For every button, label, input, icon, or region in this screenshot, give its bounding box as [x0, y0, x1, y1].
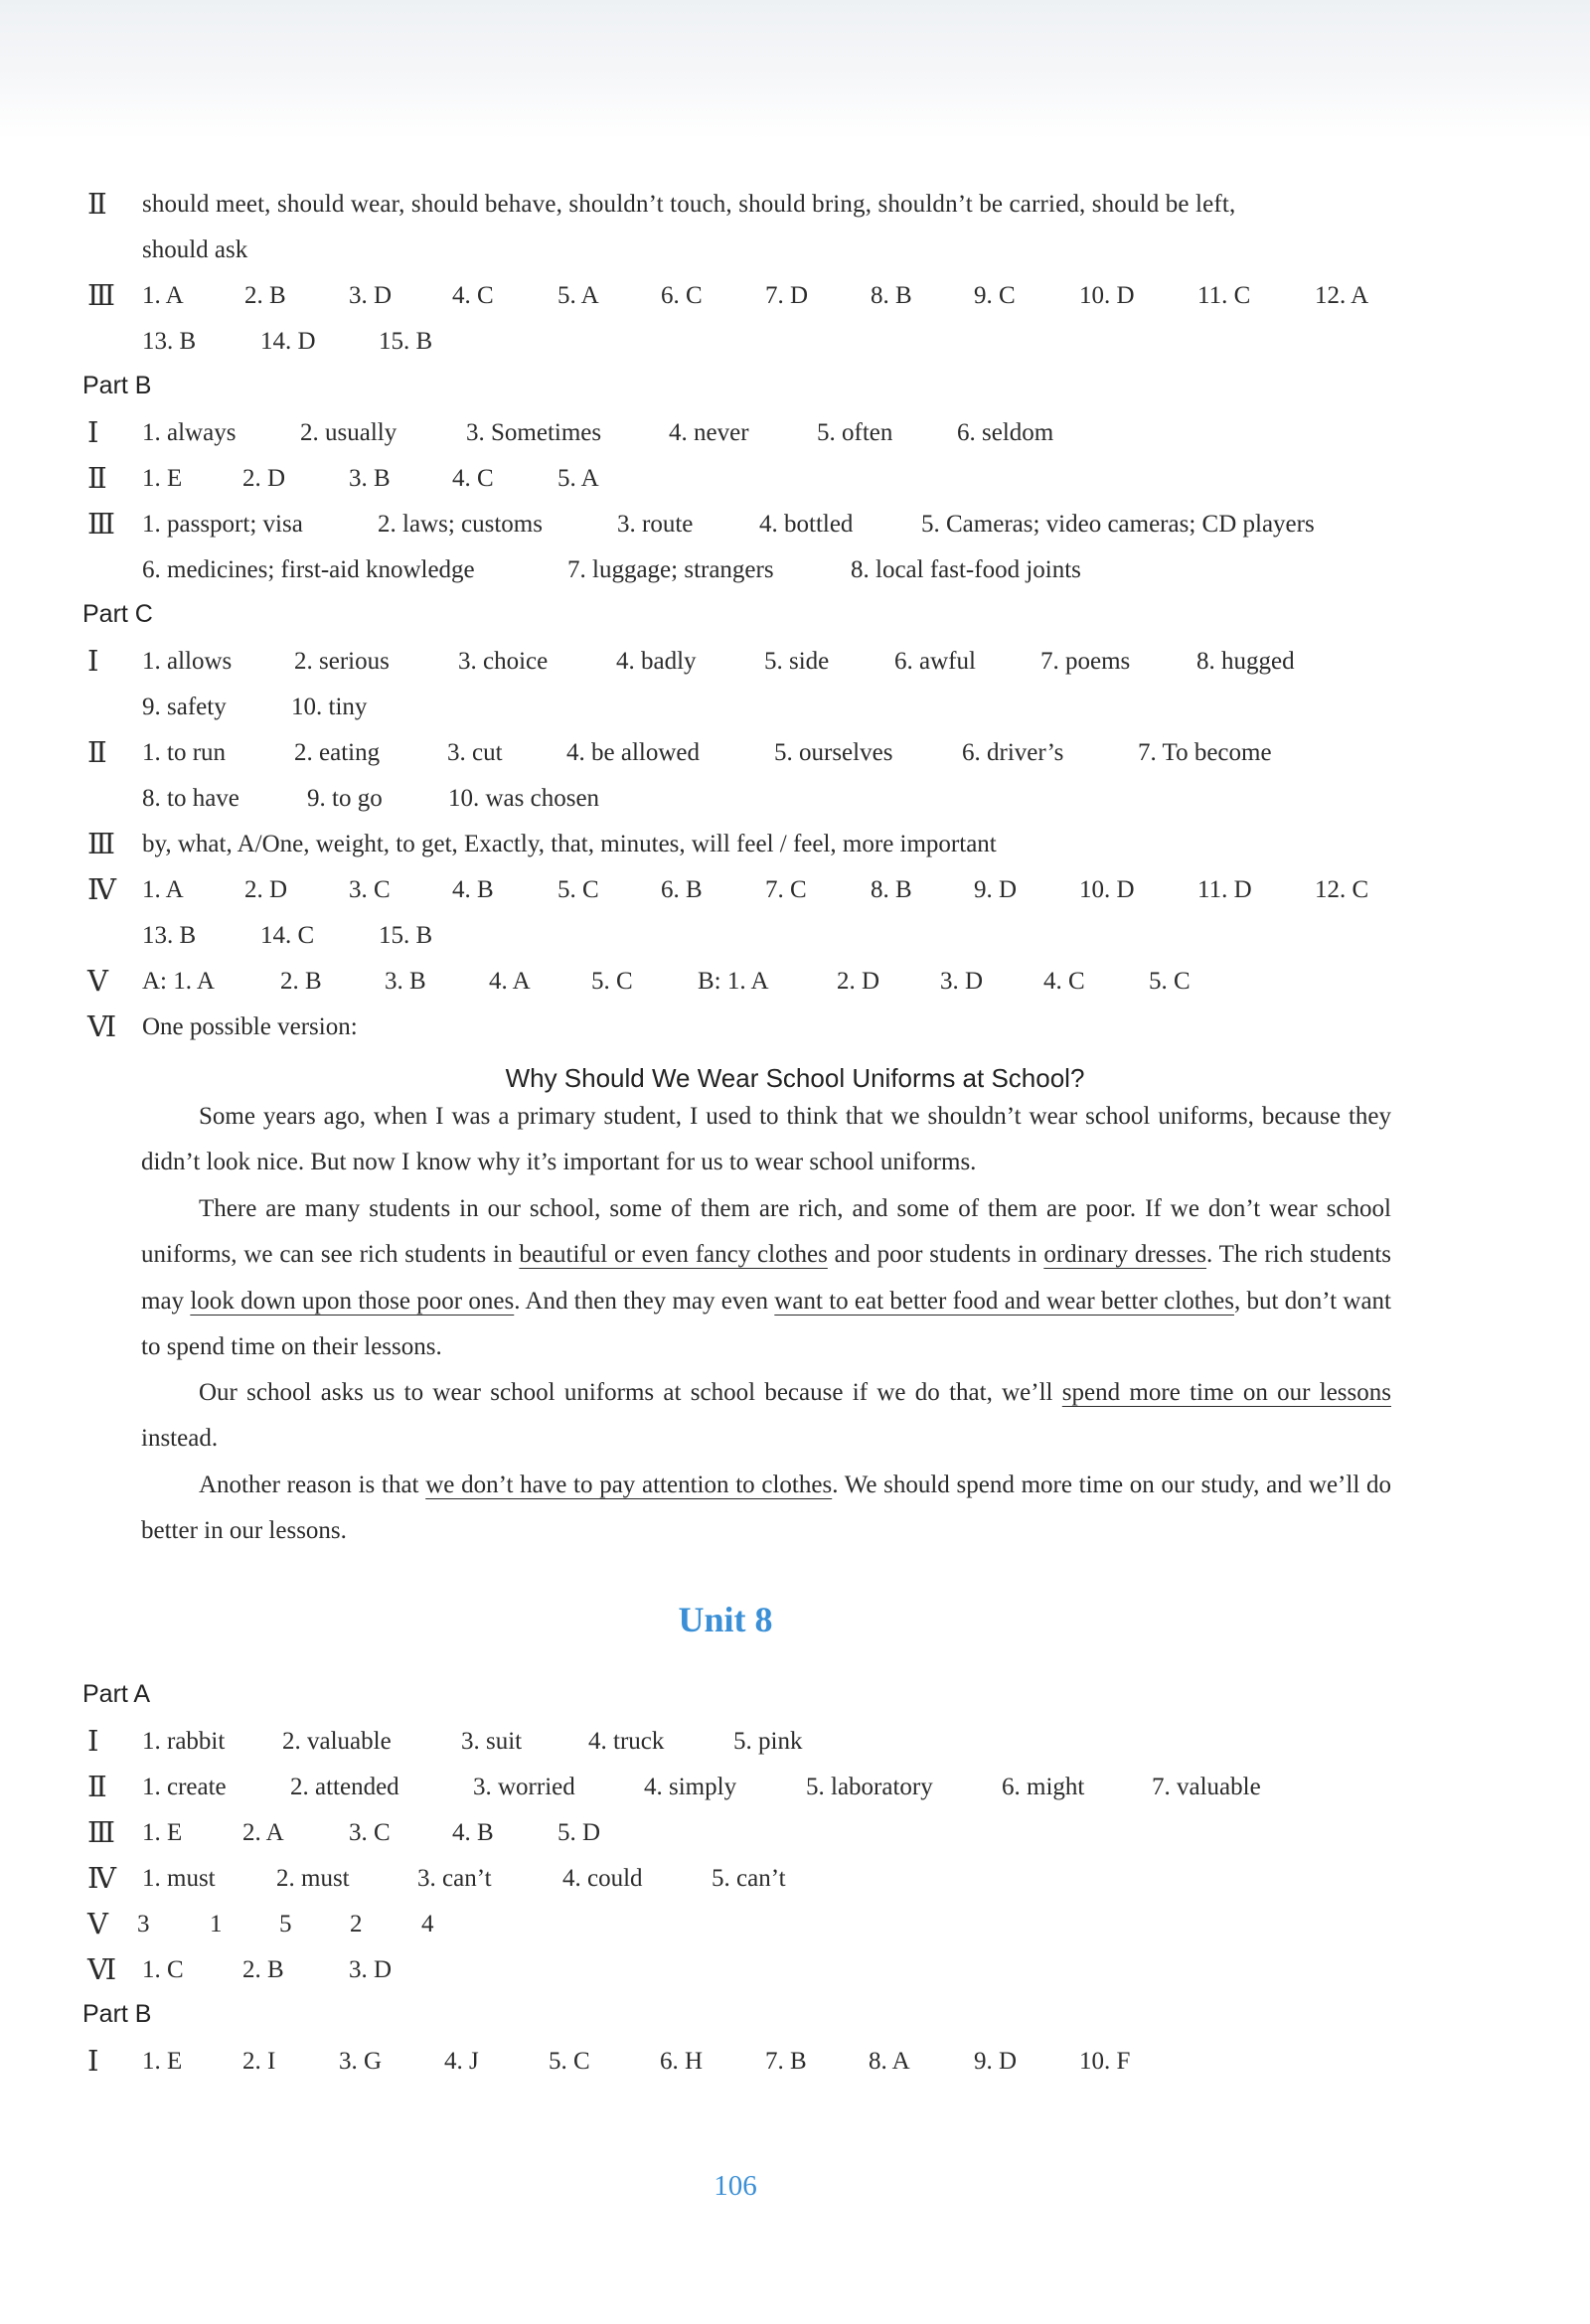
section-iii-row: [0, 276, 1590, 316]
unit8-section-vi-row: [0, 1950, 1590, 1990]
answer-item: 3. G: [339, 2048, 383, 2075]
answer-item: 7. C: [765, 876, 807, 903]
answer-item: 13. B: [142, 922, 197, 949]
unit8-section-iii-row: [0, 1813, 1590, 1853]
roman-numeral: Ⅱ: [87, 1772, 107, 1803]
part-b-section-iii-row: [0, 505, 1590, 544]
answer-item: 5. laboratory: [806, 1774, 933, 1800]
answer-item: 3. cut: [447, 739, 503, 766]
answer-item: 2. must: [276, 1865, 350, 1892]
answer-item: 15. B: [379, 328, 433, 355]
roman-numeral: Ⅳ: [87, 874, 116, 906]
answer-item: 14. D: [260, 328, 316, 355]
part-c-section-iii-row: [0, 825, 1590, 864]
answer-item: 3. route: [617, 511, 694, 538]
underlined-phrase: ordinary dresses: [1043, 1241, 1207, 1269]
roman-numeral: Ⅲ: [87, 829, 115, 860]
section-iii-row-continued: [0, 322, 1590, 362]
answer-item: 3. B: [349, 465, 391, 492]
answer-item: 10. was chosen: [448, 785, 600, 812]
answer-item: 4. badly: [616, 648, 697, 675]
answer-item: 9. C: [974, 282, 1016, 309]
answer-item: 1. rabbit: [142, 1728, 226, 1755]
answer-item: 2. usually: [300, 419, 398, 446]
unit-8-heading: Unit 8: [678, 1600, 773, 1639]
part-c-section-ii-row: [0, 733, 1590, 773]
answer-item: 1. passport; visa: [142, 511, 303, 538]
answer-item: 5. C: [549, 2048, 590, 2075]
answer-item: 4. C: [452, 282, 494, 309]
answer-item: 4. never: [669, 419, 749, 446]
answer-item: 4. truck: [588, 1728, 665, 1755]
answer-item: 2. A: [242, 1819, 284, 1846]
part-b-section-iii-row-continued: [0, 550, 1590, 590]
essay-text: . The rich students may: [141, 1241, 1392, 1315]
essay-text: . And then they may even: [514, 1287, 775, 1315]
answer-item: 1. to run: [142, 739, 227, 766]
answer-item: 2. I: [242, 2048, 276, 2075]
essay-paragraph-1: [141, 1094, 1391, 1186]
section-ii-row-continued: [0, 231, 1590, 270]
roman-numeral: Ⅱ: [87, 737, 107, 769]
underlined-phrase: we don’t have to pay attention to clothes: [425, 1472, 833, 1498]
answer-item: 8. local fast-food joints: [851, 556, 1081, 583]
answer-item: 2. B: [242, 1956, 284, 1983]
answer-item: 3. worried: [473, 1774, 575, 1800]
answer-item: 4. be allowed: [566, 739, 700, 766]
answer-item: 6. C: [661, 282, 703, 309]
answer-item: 7. To become: [1138, 739, 1272, 766]
answer-item: 5. C: [1149, 968, 1191, 995]
answer-item: 8. B: [871, 876, 912, 903]
answer-item: 6. medicines; first-aid knowledge: [142, 556, 475, 583]
roman-numeral: Ⅲ: [87, 509, 115, 541]
roman-numeral: Ⅲ: [87, 1817, 115, 1849]
answer-item: 2. eating: [294, 739, 381, 766]
answer-item: 5. often: [817, 419, 893, 446]
answer-item: 12. C: [1315, 876, 1369, 903]
answer-item: 2. B: [280, 968, 322, 995]
essay-text: Our school asks us to wear school uniforms at school because if we do that, we’ll: [199, 1379, 1062, 1406]
answer-item: 3. suit: [461, 1728, 523, 1755]
answer-item: 5. ourselves: [774, 739, 893, 766]
answer-item: 8. hugged: [1196, 648, 1295, 675]
part-c-section-i-row-continued: [0, 688, 1590, 727]
answer-item: 1. A: [142, 876, 184, 903]
part-b-section-ii-row: [0, 459, 1590, 499]
answer-item: 1. E: [142, 1819, 183, 1846]
answer-item: 2. D: [837, 968, 880, 995]
part-b-section-i-row: [0, 413, 1590, 453]
part-c-section-ii-row-continued: [0, 779, 1590, 819]
answer-item: 8. B: [871, 282, 912, 309]
answer-item: 5. A: [557, 465, 599, 492]
roman-numeral: Ⅲ: [87, 280, 115, 312]
answer-item: 4. B: [452, 876, 494, 903]
page-number: 106: [714, 2170, 757, 2202]
unit8-section-ii-row: [0, 1768, 1590, 1807]
answer-item: 3. D: [349, 1956, 393, 1983]
essay-paragraph-2: [141, 1186, 1391, 1370]
answer-item: 2: [350, 1911, 363, 1937]
essay-text: . We should spend more time on our study, and we’ll do better in our lessons.: [141, 1472, 1391, 1545]
answer-item: 14. C: [260, 922, 315, 949]
answer-item: 8. A: [869, 2048, 910, 2075]
answer-item: 7. poems: [1040, 648, 1131, 675]
answer-item: 10. D: [1079, 282, 1135, 309]
unit8-section-i-row: [0, 1722, 1590, 1762]
answer-item: 9. to go: [307, 785, 383, 812]
essay-text: instead.: [141, 1425, 219, 1453]
answer-item: 15. B: [379, 922, 433, 949]
part-b-heading: Part B: [82, 372, 152, 399]
answer-item: 4. B: [452, 1819, 494, 1846]
essay-text: , but don’t want to spend time on their lessons.: [141, 1287, 1391, 1360]
roman-numeral: Ⅰ: [87, 417, 99, 449]
answer-item: 7. luggage; strangers: [567, 556, 774, 583]
answer-item: 4. simply: [644, 1774, 737, 1800]
answer-item: 7. B: [765, 2048, 807, 2075]
answer-item: 3. can’t: [417, 1865, 492, 1892]
answer-item: 4. C: [1043, 968, 1085, 995]
answer-item: B: 1. A: [698, 968, 769, 995]
answer-item: 6. awful: [894, 648, 976, 675]
part-c-section-iv-row-continued: [0, 916, 1590, 956]
answer-item: 5. pink: [733, 1728, 803, 1755]
answer-item: 4. could: [562, 1865, 643, 1892]
underlined-phrase: beautiful or even fancy clothes: [519, 1241, 828, 1269]
answer-item: 1. create: [142, 1774, 227, 1800]
answer-item: 5. A: [557, 282, 599, 309]
unit8-part-b-heading: Part B: [82, 2000, 152, 2028]
answer-item: 2. B: [244, 282, 286, 309]
answer-item: 5. C: [591, 968, 633, 995]
roman-numeral: Ⅱ: [87, 189, 107, 221]
part-c-section-v-row: [0, 962, 1590, 1002]
answer-item: 10. D: [1079, 876, 1135, 903]
answer-item: 6. seldom: [957, 419, 1054, 446]
answer-item: 3. Sometimes: [466, 419, 602, 446]
essay-text: Some years ago, when I was a primary student, I used to think that we shouldn’t wear school uniforms, because they didn’t look nice. But now I know why it’s important for us to wear school uniforms.: [141, 1103, 1391, 1176]
unit8-part-b-section-i-row: [0, 2042, 1590, 2082]
answer-item: 6. B: [661, 876, 703, 903]
answer-item: 1. A: [142, 282, 184, 309]
roman-numeral: Ⅰ: [87, 2046, 99, 2078]
answer-item: 3. D: [349, 282, 393, 309]
unit8-part-a-heading: Part A: [82, 1680, 151, 1708]
essay-title: Why Should We Wear School Uniforms at School?: [505, 1063, 1085, 1093]
essay-text: Another reason is that: [199, 1472, 426, 1498]
roman-numeral: Ⅴ: [87, 1909, 108, 1940]
answer-item: 5. D: [557, 1819, 601, 1846]
answer-item: 1: [210, 1911, 223, 1937]
answer-item: 10. F: [1079, 2048, 1131, 2075]
answer-item: 2. D: [242, 465, 286, 492]
section-ii-row: [0, 185, 1590, 225]
answer-item: 12. A: [1315, 282, 1369, 309]
answer-item: 4. A: [489, 968, 531, 995]
answer-item: 2. D: [244, 876, 288, 903]
answer-item: 2. attended: [290, 1774, 399, 1800]
answer-text: One possible version:: [142, 1013, 358, 1040]
answer-item: 3. C: [349, 876, 391, 903]
answer-item: 9. D: [974, 876, 1018, 903]
answer-item: 5. Cameras; video cameras; CD players: [921, 511, 1315, 538]
unit8-section-iv-row: [0, 1859, 1590, 1899]
answer-item: 1. must: [142, 1865, 216, 1892]
answer-item: 5. can’t: [712, 1865, 786, 1892]
answer-item: 6. H: [660, 2048, 704, 2075]
essay-text: There are many students in our school, some of them are rich, and some of them are poor. If we don’t wear school uniforms, we can see rich students in: [141, 1195, 1391, 1269]
answer-item: 2. laws; customs: [378, 511, 543, 538]
answer-item: 4. bottled: [759, 511, 854, 538]
answer-item: 3. C: [349, 1819, 391, 1846]
part-c-section-i-row: [0, 642, 1590, 682]
part-c-section-iv-row: [0, 870, 1590, 910]
answer-item: 5. C: [557, 876, 599, 903]
underlined-phrase: want to eat better food and wear better clothes: [774, 1287, 1234, 1315]
answer-item: 4: [421, 1911, 434, 1937]
answer-text: should meet, should wear, should behave, shouldn’t touch, should bring, shouldn’t be carried, should be left,: [142, 191, 1236, 218]
answer-item: 13. B: [142, 328, 197, 355]
roman-numeral: Ⅰ: [87, 1726, 99, 1758]
essay-text: and poor students in: [827, 1241, 1044, 1269]
answer-item: 4. J: [444, 2048, 479, 2075]
roman-numeral: Ⅰ: [87, 646, 99, 678]
answer-item: 1. E: [142, 2048, 183, 2075]
roman-numeral: Ⅱ: [87, 463, 107, 495]
part-c-section-vi-row: [0, 1007, 1590, 1047]
answer-item: 10. tiny: [291, 694, 368, 720]
answer-item: 8. to have: [142, 785, 239, 812]
answer-item: 6. driver’s: [962, 739, 1064, 766]
answer-item: 6. might: [1002, 1774, 1085, 1800]
answer-item: A: 1. A: [142, 968, 215, 995]
roman-numeral: Ⅵ: [87, 1011, 117, 1043]
answer-item: 9. D: [974, 2048, 1018, 2075]
roman-numeral: Ⅴ: [87, 966, 108, 998]
answer-text: should ask: [142, 236, 248, 263]
essay-paragraph-4: [141, 1463, 1391, 1555]
answer-item: 1. always: [142, 419, 237, 446]
answer-item: 5: [279, 1911, 292, 1937]
answer-item: 3: [137, 1911, 150, 1937]
answer-item: 2. serious: [294, 648, 390, 675]
answer-item: 7. valuable: [1152, 1774, 1261, 1800]
underlined-phrase: spend more time on our lessons: [1061, 1379, 1391, 1406]
answer-item: 1. C: [142, 1956, 184, 1983]
unit8-section-v-row: [0, 1905, 1590, 1944]
part-c-heading: Part C: [82, 600, 153, 628]
underlined-phrase: look down upon those poor ones: [190, 1287, 515, 1315]
answer-text: by, what, A/One, weight, to get, Exactly, that, minutes, will feel / feel, more important: [142, 831, 997, 857]
essay-paragraph-3: [141, 1370, 1391, 1463]
roman-numeral: Ⅵ: [87, 1954, 117, 1986]
answer-item: 5. side: [764, 648, 830, 675]
answer-item: 3. choice: [458, 648, 549, 675]
answer-item: 4. C: [452, 465, 494, 492]
roman-numeral: Ⅳ: [87, 1863, 116, 1895]
answer-item: 2. valuable: [282, 1728, 392, 1755]
answer-item: 1. allows: [142, 648, 233, 675]
answer-item: 11. D: [1197, 876, 1252, 903]
answer-item: 11. C: [1197, 282, 1251, 309]
answer-item: 3. B: [385, 968, 426, 995]
answer-item: 3. D: [940, 968, 984, 995]
answer-item: 9. safety: [142, 694, 227, 720]
answer-item: 7. D: [765, 282, 809, 309]
answer-item: 1. E: [142, 465, 183, 492]
